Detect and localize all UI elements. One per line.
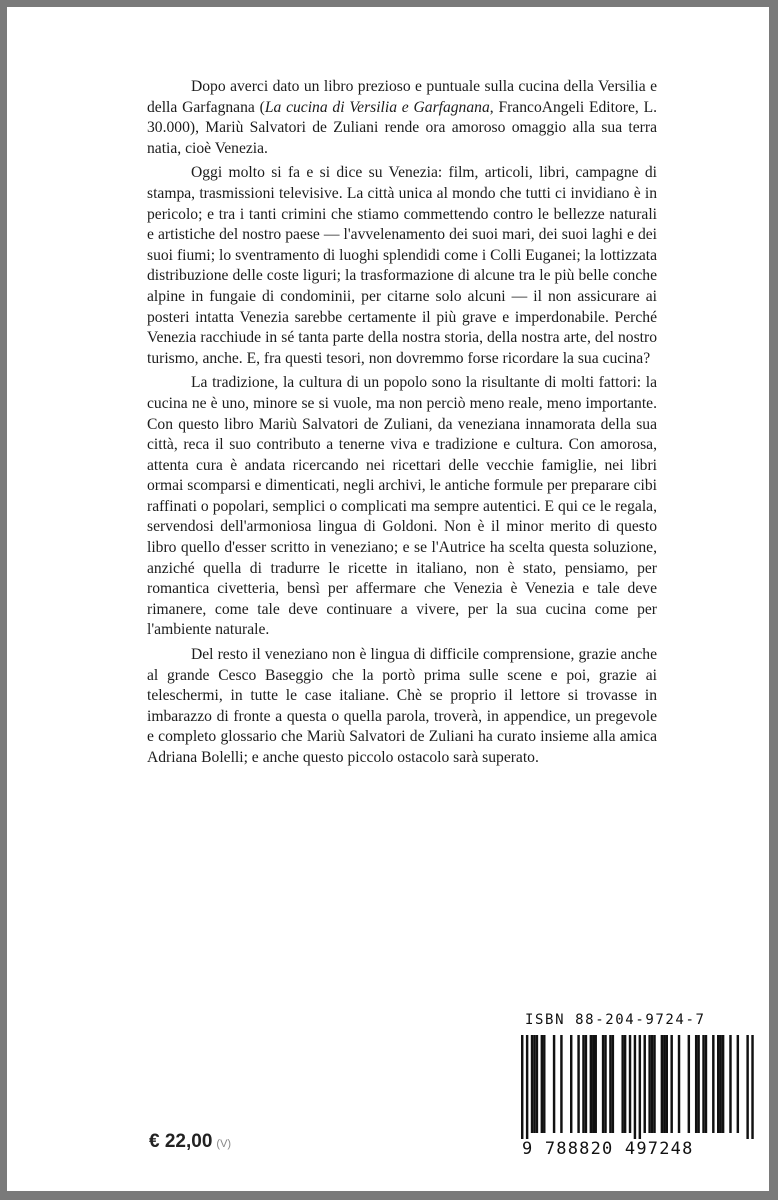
- barcode-bar: [602, 1035, 604, 1133]
- barcode-bar: [670, 1035, 672, 1133]
- barcode-bar: [751, 1035, 753, 1139]
- barcode-bar: [634, 1035, 636, 1139]
- barcode-bar: [592, 1035, 594, 1133]
- barcode-bar: [695, 1035, 697, 1133]
- barcode-bar: [621, 1035, 623, 1133]
- barcode-bar: [604, 1035, 606, 1133]
- barcode-bar: [595, 1035, 597, 1133]
- paragraph-4: Del resto il veneziano non è lingua di difficile comprensione, grazie anche al grande Cesco Baseggio che la portò prima sulle scene e poi, grazie ai teleschermi, in tutte le case italiane. Chè se proprio il lettore si trovasse in imbarazzo di fronte a questa o quella parola, troverà, in appendice, un pregevole e completo glossario che Mariù Salvatori de Zuliani ha curato insieme alla amica Adriana Bolelli; e anche questo piccolo ostacolo sarà superato.: [147, 646, 657, 766]
- barcode-bar: [609, 1035, 611, 1133]
- barcode-bar: [577, 1035, 579, 1133]
- barcode-bar: [590, 1035, 592, 1133]
- barcode-bar: [570, 1035, 572, 1133]
- barcode-bar: [585, 1035, 587, 1133]
- barcode-bar: [719, 1035, 721, 1133]
- barcode-bar: [653, 1035, 655, 1133]
- barcode-bar: [531, 1035, 533, 1133]
- barcode-bar: [661, 1035, 663, 1133]
- barcode-bar: [737, 1035, 739, 1133]
- barcode-bar: [651, 1035, 653, 1133]
- barcode-bar: [526, 1035, 528, 1139]
- barcode-bar: [533, 1035, 535, 1133]
- barcode-bar: [553, 1035, 555, 1133]
- barcode-bar: [717, 1035, 719, 1133]
- barcode-bar: [722, 1035, 724, 1133]
- price-amount: € 22,00: [149, 1131, 213, 1152]
- barcode-bar: [543, 1035, 545, 1133]
- isbn-number: ISBN 88-204-9724-7: [525, 1012, 706, 1028]
- vat-marker: (V): [216, 1138, 232, 1150]
- ean-digits: 9 788820 497248: [522, 1139, 694, 1159]
- price-label: [149, 1131, 231, 1153]
- book-title-italic: La cucina di Versilia e Garfagnana: [264, 98, 490, 116]
- barcode-bar: [697, 1035, 699, 1133]
- barcode-bar: [688, 1035, 690, 1133]
- barcode-bar: [705, 1035, 707, 1133]
- barcode-bar: [582, 1035, 584, 1133]
- barcode-bar: [560, 1035, 562, 1133]
- paragraph-2: Oggi molto si fa e si dice su Venezia: film, articoli, libri, campagne di stampa, trasmissioni televisive. La città unica al mondo che tutti ci invidiano è in pericolo; e tra i tanti crimini che stiamo commettendo contro le bellezze naturali e artistiche del nostro paese — l'avvelenamento dei suoi mari, dei suoi laghi e dei suoi fiumi; lo sventramento di luoghi splendidi come i Colli Euganei; la lottizzata distribuzione delle coste liguri; la trasformazione di alcune tra le più belle conche alpine in fungaie di condominii, per citarne solo alcuni — il non assicurare ai posteri intatta Venezia sarebbe certamente il più grave e imperdonabile. Perché Venezia racchiude in sé tanta parte della nostra storia, della nostra arte, del nostro turismo, anche. E, fra questi tesori, non dovremmo forse ricordare la sua cucina?: [147, 164, 657, 367]
- barcode-bar: [521, 1035, 523, 1139]
- barcode-bar: [666, 1035, 668, 1133]
- barcode-bar: [729, 1035, 731, 1133]
- barcode-bar: [648, 1035, 650, 1133]
- barcode-bar: [541, 1035, 543, 1133]
- barcode-bar: [678, 1035, 680, 1133]
- barcode-bar: [712, 1035, 714, 1133]
- paragraph-3: La tradizione, la cultura di un popolo sono la risultante di molti fattori: la cucina ne è uno, minore se si vuole, ma non perciò meno reale, meno importante. Con questo libro Mariù Salvatori de Zuliani, da veneziana innamorata della sua città, reca il suo contributo a tenerne viva e tradizione e cultura. Con amorosa, attenta cura è andata ricercando nei ricettari delle vecchie famiglie, nei libri ormai scomparsi e dimenticati, negli archivi, le antiche formule per preparare cibi raffinati o popolari, semplici o complicati ma sempre autentici. E qui ce le regala, servendosi dell'armoniosa lingua di Goldoni. Non è il minor merito di questo libro quello d'esser scritto in veneziano; e se l'Autrice ha scelta questa soluzione, anziché quella di tradurre le ricette in italiano, non è stato, pensiamo, per romantica civetteria, bensì per affermare che Venezia è Venezia e tale deve rimanere, come tale deve continuare a vivere, per la sua cucina come per l'ambiente naturale.: [147, 374, 657, 639]
- blurb-text: [147, 77, 657, 769]
- barcode-bar: [644, 1035, 646, 1133]
- barcode-bar: [612, 1035, 614, 1133]
- barcode-bar: [702, 1035, 704, 1133]
- paragraph-1: Dopo averci dato un libro prezioso e puntuale sulla cucina della Versilia e della Garfagnana (La cucina di Versilia e Garfagnana, FrancoAngeli Editore, L. 30.000), Mariù Salvatori de Zuliani rende ora amoroso omaggio alla sua terra natia, cioè Venezia.: [147, 78, 657, 157]
- back-cover-page: [7, 7, 769, 1191]
- barcode-bar: [624, 1035, 626, 1133]
- barcode: [517, 1035, 763, 1139]
- barcode-bar: [629, 1035, 631, 1133]
- barcode-bar: [746, 1035, 748, 1139]
- barcode-bar: [536, 1035, 538, 1133]
- barcode-bar: [639, 1035, 641, 1139]
- barcode-bar: [663, 1035, 665, 1133]
